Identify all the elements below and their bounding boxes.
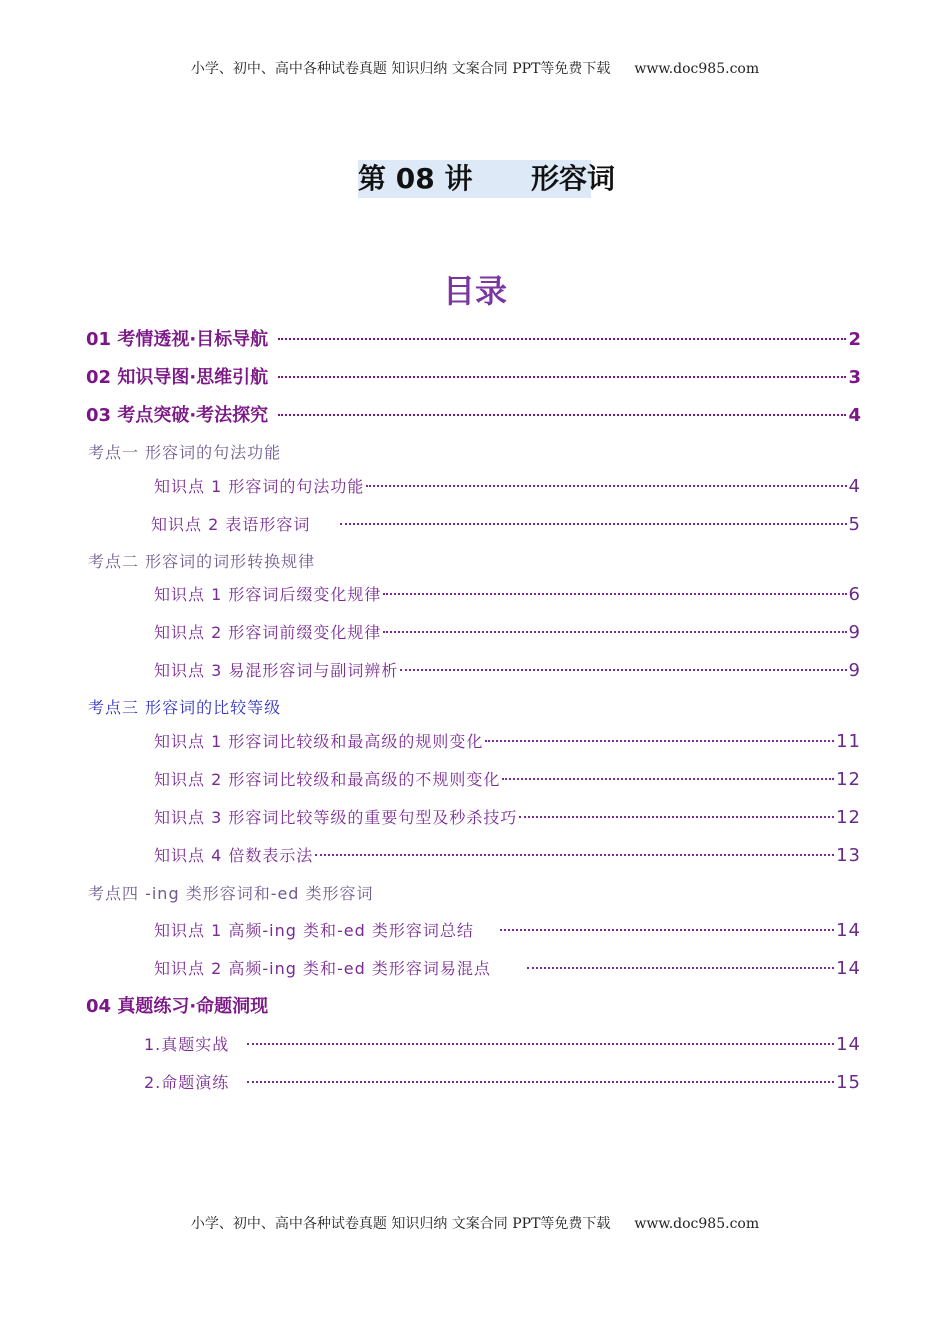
toc-entry-label: 知识点 4 倍数表示法 <box>154 846 314 865</box>
toc-page-number: 12 <box>836 769 861 790</box>
dot-leader <box>366 485 846 487</box>
dot-leader <box>278 414 846 416</box>
toc-page-number: 14 <box>836 920 861 941</box>
page-header <box>0 58 950 78</box>
toc-page-number: 4 <box>848 405 861 426</box>
toc-entry[interactable] <box>88 695 281 721</box>
toc-entry-label: 考点四 -ing 类形容词和-ed 类形容词 <box>88 884 374 903</box>
footer-text: 小学、初中、高中各种试卷真题 知识归纳 文案合同 PPT等免费下载 <box>190 1216 611 1232</box>
toc-entry-label: 知识点 2 形容词比较级和最高级的不规则变化 <box>154 770 501 789</box>
toc-entry[interactable] <box>144 1070 861 1096</box>
toc-heading: 目录 <box>442 272 507 310</box>
dot-leader <box>485 740 834 742</box>
toc-page-number: 13 <box>836 845 861 866</box>
toc-page-number: 5 <box>848 514 861 535</box>
toc-page-number: 2 <box>848 329 861 350</box>
toc-entry[interactable] <box>154 582 861 608</box>
dot-leader <box>247 1043 834 1045</box>
header-url: www.doc985.com <box>634 61 760 77</box>
toc-page-number: 9 <box>848 660 861 681</box>
header-text: 小学、初中、高中各种试卷真题 知识归纳 文案合同 PPT等免费下载 <box>190 61 611 77</box>
toc-page-number: 14 <box>836 958 861 979</box>
toc-entry-label: 考点二 形容词的词形转换规律 <box>88 552 316 571</box>
page-footer <box>0 1213 950 1233</box>
toc-page-number: 11 <box>836 731 861 752</box>
toc-entry[interactable] <box>154 918 861 944</box>
toc-entry[interactable] <box>154 956 861 982</box>
toc-entry[interactable] <box>86 327 861 353</box>
toc-entry[interactable] <box>154 658 861 684</box>
toc-entry-label: 知识点 3 易混形容词与副词辨析 <box>154 661 399 680</box>
dot-leader <box>502 778 834 780</box>
dot-leader <box>247 1081 834 1083</box>
toc-entry-label: 知识点 1 形容词比较级和最高级的规则变化 <box>154 732 484 751</box>
toc-entry-label: 知识点 3 形容词比较等级的重要句型及秒杀技巧 <box>154 808 518 827</box>
toc-page-number: 12 <box>836 807 861 828</box>
dot-leader <box>527 967 834 969</box>
dot-leader <box>315 854 834 856</box>
toc-entry-label: 考点一 形容词的句法功能 <box>88 443 282 462</box>
toc-entry[interactable] <box>86 994 268 1020</box>
toc-entry[interactable] <box>151 512 861 538</box>
toc-entry[interactable] <box>144 1032 861 1058</box>
toc-entry-label: 02 知识导图·思维引航 <box>86 367 269 388</box>
toc-entry[interactable] <box>88 549 315 575</box>
footer-url: www.doc985.com <box>634 1216 760 1232</box>
toc-page-number: 4 <box>848 476 861 497</box>
dot-leader <box>500 929 834 931</box>
toc-page-number: 15 <box>836 1072 861 1093</box>
toc-entry[interactable] <box>154 729 861 755</box>
toc-page-number: 3 <box>848 367 861 388</box>
toc-page-number: 6 <box>848 584 861 605</box>
toc-entry-label: 知识点 1 形容词后缀变化规律 <box>154 585 382 604</box>
dot-leader <box>278 376 846 378</box>
toc-entry-label: 04 真题练习·命题洞现 <box>86 996 269 1017</box>
toc-entry[interactable] <box>86 403 861 429</box>
toc-entry[interactable] <box>154 620 861 646</box>
toc-entry-label: 知识点 2 高频-ing 类和-ed 类形容词易混点 <box>154 959 491 978</box>
toc-entry-label: 01 考情透视·目标导航 <box>86 329 269 350</box>
toc-entry[interactable] <box>88 881 374 907</box>
toc-entry-label: 1.真题实战 <box>144 1035 230 1054</box>
toc-entry-label: 知识点 1 形容词的句法功能 <box>154 477 365 496</box>
dot-leader <box>400 669 846 671</box>
dot-leader <box>383 631 846 633</box>
dot-leader <box>519 816 834 818</box>
toc-entry-label: 知识点 2 表语形容词 <box>151 515 311 534</box>
toc-page-number: 9 <box>848 622 861 643</box>
dot-leader <box>340 523 846 525</box>
toc-entry-label: 知识点 2 形容词前缀变化规律 <box>154 623 382 642</box>
dot-leader <box>383 593 846 595</box>
toc-entry[interactable] <box>154 843 861 869</box>
toc-entry[interactable] <box>88 440 281 466</box>
toc-entry[interactable] <box>86 365 861 391</box>
toc-entry-label: 知识点 1 高频-ing 类和-ed 类形容词总结 <box>154 921 474 940</box>
toc-entry-label: 03 考点突破·考法探究 <box>86 405 269 426</box>
lecture-title: 第 08 讲 形容词 <box>358 160 591 198</box>
dot-leader <box>278 338 846 340</box>
toc-page-number: 14 <box>836 1034 861 1055</box>
toc-entry[interactable] <box>154 767 861 793</box>
toc-entry-label: 考点三 形容词的比较等级 <box>88 698 282 717</box>
toc-entry[interactable] <box>154 474 861 500</box>
toc-entry[interactable] <box>154 805 861 831</box>
toc-entry-label: 2.命题演练 <box>144 1073 230 1092</box>
